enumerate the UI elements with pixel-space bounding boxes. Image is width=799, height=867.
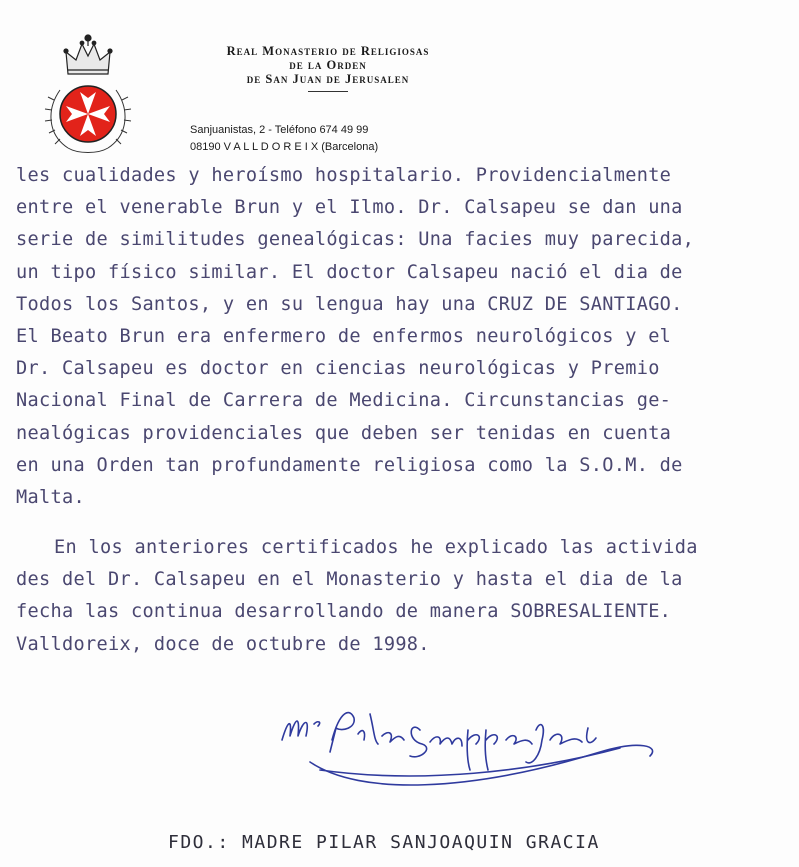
crest-logo-icon	[38, 30, 138, 160]
body-line: Malta.	[16, 486, 85, 508]
signed-by-line: FDO.: MADRE PILAR SANJOAQUIN GRACIA	[168, 832, 600, 853]
address-city: 08190 V A L L D O R E I X (Barcelona)	[190, 141, 379, 153]
body-line: Nacional Final de Carrera de Medicina. Circunstancias ge-	[16, 390, 672, 412]
letterhead-line-3: de San Juan de Jerusalen	[246, 72, 410, 86]
body-line: Valldoreix, doce de octubre de 1998.	[16, 633, 430, 655]
letterhead-address	[190, 122, 378, 156]
body-line: serie de similitudes genealógicas: Una facies muy parecida,	[16, 229, 695, 251]
letterhead-line-1: Real Monasterio de Religiosas	[226, 44, 430, 58]
body-line: El Beato Brun era enfermero de enfermos neurológicos y el	[16, 325, 672, 347]
body-line: Todos los Santos, y en su lengua hay una CRUZ DE SANTIAGO.	[16, 293, 683, 315]
letterhead	[178, 44, 478, 92]
letter-body	[16, 160, 791, 661]
body-line: des del Dr. Calsapeu en el Monasterio y hasta el dia de la	[16, 569, 683, 591]
body-line: entre el venerable Brun y el Ilmo. Dr. Calsapeu se dan una	[16, 197, 683, 219]
letterhead-divider	[308, 91, 348, 92]
body-line: fecha las continua desarrollando de manera SOBRESALIENTE.	[16, 601, 672, 623]
body-line: les cualidades y heroísmo hospitalario. Providencialmente	[16, 165, 672, 186]
body-line: nealógicas providenciales que deben ser tenidas en cuenta	[16, 422, 672, 444]
body-line: en una Orden tan profundamente religiosa como la S.O.M. de	[16, 454, 683, 476]
body-line: Dr. Calsapeu es doctor en ciencias neurológicas y Premio	[16, 358, 660, 380]
body-line: un tipo físico similar. El doctor Calsapeu nació el dia de	[16, 261, 683, 283]
body-line: En los anteriores certificados he explicado las activida	[54, 537, 698, 559]
handwritten-signature	[270, 700, 670, 810]
letterhead-line-2: de la Orden	[289, 58, 367, 72]
address-street: Sanjuanistas, 2 - Teléfono 674 49 99	[190, 124, 369, 136]
